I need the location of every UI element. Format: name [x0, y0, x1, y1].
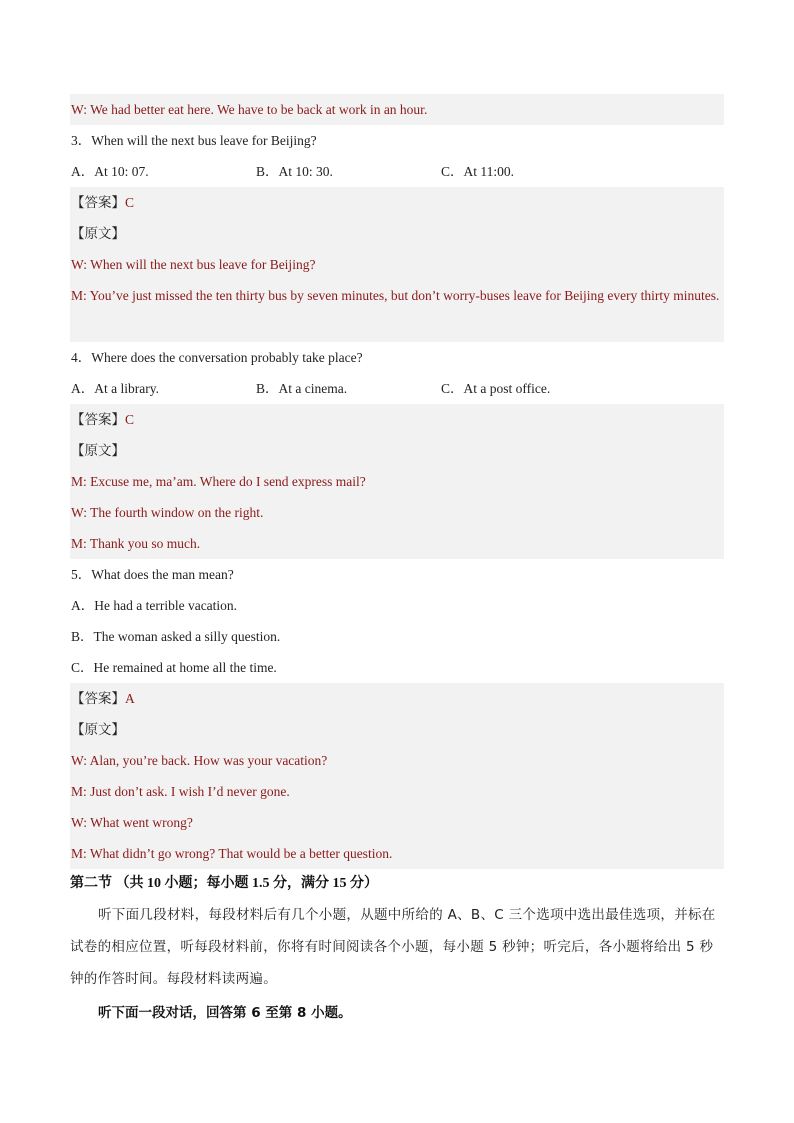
option-a: A．At 10: 07.	[71, 164, 149, 179]
option-b: B．The woman asked a silly question.	[71, 629, 281, 644]
transcript-line: M: Thank you so much.	[70, 528, 724, 559]
transcript-line: W: The fourth window on the right.	[70, 497, 724, 528]
option-c: C．At a post office.	[441, 381, 551, 396]
dialogue-prompt: 听下面一段对话，回答第 6 至第 8 小题。	[98, 1005, 352, 1021]
option-c: C．At 11:00.	[441, 164, 515, 179]
section-instructions: 听下面几段材料，每段材料后有几个小题，从题中所给的 A、B、C 三个选项中选出最佳选项，并标在试卷的相应位置，听每段材料前，你将有时间阅读各个小题，每小题 5 秒钟；听完后，各小题将给出 5 秒钟的作答时间。每段材料读两遍。	[70, 907, 716, 987]
question-3-options	[70, 156, 724, 187]
answer-tag: 【答案】	[71, 412, 125, 427]
question-3: 3．When will the next bus leave for Beijing?	[71, 133, 317, 148]
transcript-line: M: What didn’t go wrong? That would be a better question.	[70, 838, 724, 869]
transcript-line: W: What went wrong?	[70, 807, 724, 838]
answer-value: A	[125, 691, 135, 706]
option-c: C．He remained at home all the time.	[71, 660, 277, 675]
answer-value: C	[125, 412, 135, 427]
transcript-line: M: Excuse me, ma’am. Where do I send express mail?	[70, 466, 724, 497]
transcript-line: M: Just don’t ask. I wish I’d never gone.	[70, 776, 724, 807]
question-4-options	[70, 373, 724, 404]
exam-page	[70, 94, 724, 1029]
answer-line	[70, 404, 724, 435]
question-5: 5．What does the man mean?	[71, 567, 234, 582]
answer-tag: 【答案】	[71, 691, 125, 706]
answer-line	[70, 187, 724, 218]
transcript-line: M: You’ve just missed the ten thirty bus by seven minutes, but don’t worry-buses leave for Beijing every thirty minutes.	[70, 280, 724, 342]
transcript-tag: 【原文】	[70, 218, 724, 249]
option-a: A．He had a terrible vacation.	[71, 598, 238, 613]
transcript-line: W: Alan, you’re back. How was your vacation?	[70, 745, 724, 776]
question-4: 4．Where does the conversation probably take place?	[71, 350, 363, 365]
option-b: B．At a cinema.	[256, 381, 348, 396]
transcript-tag: 【原文】	[70, 714, 724, 745]
transcript-tag: 【原文】	[70, 435, 724, 466]
answer-value: C	[125, 195, 135, 210]
transcript-line: W: We had better eat here. We have to be back at work in an hour.	[70, 94, 724, 125]
option-a: A．At a library.	[71, 381, 159, 396]
option-b: B．At 10: 30.	[256, 164, 333, 179]
answer-line	[70, 683, 724, 714]
answer-tag: 【答案】	[71, 195, 125, 210]
transcript-line: W: When will the next bus leave for Beijing?	[70, 249, 724, 280]
section-header: 第二节 （共 10 小题；每小题 1.5 分，满分 15 分）	[70, 876, 378, 891]
